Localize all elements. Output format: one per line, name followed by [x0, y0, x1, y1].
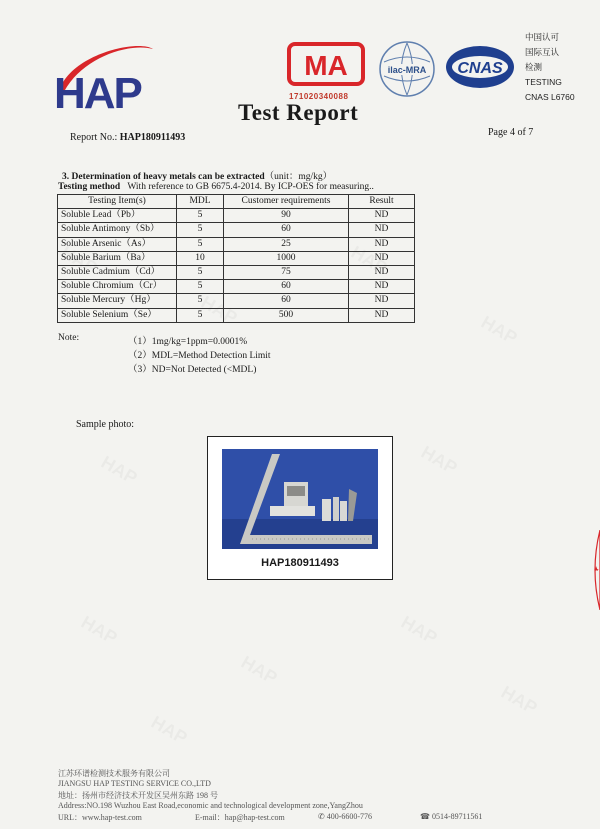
table-cell: 5	[177, 237, 224, 251]
table-row	[58, 209, 415, 223]
table-cell: 10	[177, 251, 224, 265]
table-row	[58, 280, 415, 294]
section-title: 3. Determination of heavy metals can be extracted（unit：mg/kg）	[62, 172, 333, 182]
footer-url[interactable]: URL：www.hap-test.com	[58, 813, 142, 822]
sample-photo	[222, 449, 378, 549]
table-row	[58, 237, 415, 251]
table-cell: 5	[177, 265, 224, 279]
table-cell: 5	[177, 308, 224, 322]
table-cell: Soluble Lead（Pb）	[58, 209, 177, 223]
table-cell: Soluble Mercury（Hg）	[58, 294, 177, 308]
hap-logo	[48, 34, 163, 122]
footer-phone: ✆ 400-6600-776	[318, 812, 373, 821]
cnas-logo	[444, 44, 516, 90]
testing-method: Testing method With reference to GB 6675.4-2014. By ICP-OES for measuring..	[58, 182, 374, 192]
table-cell: 5	[177, 280, 224, 294]
table-cell: 90	[224, 209, 349, 223]
table-cell: ND	[349, 280, 415, 294]
ma-code: 171020340088	[289, 92, 349, 101]
sample-photo-caption: HAP180911493	[261, 557, 339, 569]
table-cell: 5	[177, 223, 224, 237]
footer-address-cn: 地址：扬州市经济技术开发区吴州东路 198 号	[58, 791, 218, 800]
footer-email[interactable]: E-mail：hap@hap-test.com	[195, 813, 285, 822]
table-cell: 25	[224, 237, 349, 251]
seal-stamp-edge	[588, 530, 600, 610]
phone-icon: ✆	[318, 812, 325, 821]
column-header: MDL	[177, 195, 224, 209]
table-row	[58, 251, 415, 265]
footer-address-en: Address:NO.198 Wuzhou East Road,economic and technological development zone,YangZhou	[58, 801, 363, 810]
svg-text:MA: MA	[304, 50, 348, 81]
ma-certification-logo	[287, 42, 365, 86]
table-cell: 60	[224, 223, 349, 237]
note-item: （3）ND=Not Detected (<MDL)	[128, 365, 257, 375]
table-cell: ND	[349, 308, 415, 322]
table-cell: ND	[349, 223, 415, 237]
table-cell: Soluble Barium（Ba）	[58, 251, 177, 265]
table-cell: Soluble Selenium（Se）	[58, 308, 177, 322]
table-cell: ND	[349, 209, 415, 223]
footer-company-en: JIANGSU HAP TESTING SERVICE CO.,LTD	[58, 779, 211, 788]
table-cell: 500	[224, 308, 349, 322]
table-row	[58, 265, 415, 279]
table-row	[58, 308, 415, 322]
fax-icon: ☎	[420, 812, 430, 821]
footer-company-cn: 江苏环谱检测技术服务有限公司	[58, 769, 170, 778]
heavy-metals-table	[57, 194, 415, 323]
column-header: Result	[349, 195, 415, 209]
svg-text:HAP: HAP	[54, 69, 141, 118]
table-cell: 60	[224, 280, 349, 294]
note-item: （1）1mg/kg=1ppm=0.0001%	[128, 337, 248, 347]
table-cell: ND	[349, 294, 415, 308]
table-cell: 5	[177, 294, 224, 308]
table-cell: Soluble Cadmium（Cd）	[58, 265, 177, 279]
table-cell: 75	[224, 265, 349, 279]
column-header: Testing Item(s)	[58, 195, 177, 209]
table-cell: ND	[349, 237, 415, 251]
svg-text:CNAS: CNAS	[457, 60, 503, 77]
table-cell: 1000	[224, 251, 349, 265]
table-cell: ND	[349, 251, 415, 265]
notes-label: Note:	[58, 333, 80, 343]
accreditation-text: 中国认可 国际互认 检测 TESTING CNAS L6760	[525, 32, 575, 102]
table-row	[58, 294, 415, 308]
note-item: （2）MDL=Method Detection Limit	[128, 351, 271, 361]
table-cell: Soluble Antimony（Sb）	[58, 223, 177, 237]
report-number: Report No.: HAP180911493	[70, 132, 186, 143]
ilac-mra-logo	[378, 40, 436, 98]
table-cell: ND	[349, 265, 415, 279]
table-cell: 5	[177, 209, 224, 223]
table-cell: Soluble Chromium（Cr）	[58, 280, 177, 294]
table-cell: 60	[224, 294, 349, 308]
table-row	[58, 223, 415, 237]
sample-photo-label: Sample photo:	[76, 419, 135, 430]
column-header: Customer requirements	[224, 195, 349, 209]
page-number: Page 4 of 7	[488, 127, 534, 138]
table-header-row	[58, 195, 415, 209]
table-cell: Soluble Arsenic（As）	[58, 237, 177, 251]
svg-text:ilac-MRA: ilac-MRA	[387, 65, 427, 75]
footer-fax: ☎ 0514-89711561	[420, 812, 483, 821]
page-title: Test Report	[238, 100, 359, 125]
